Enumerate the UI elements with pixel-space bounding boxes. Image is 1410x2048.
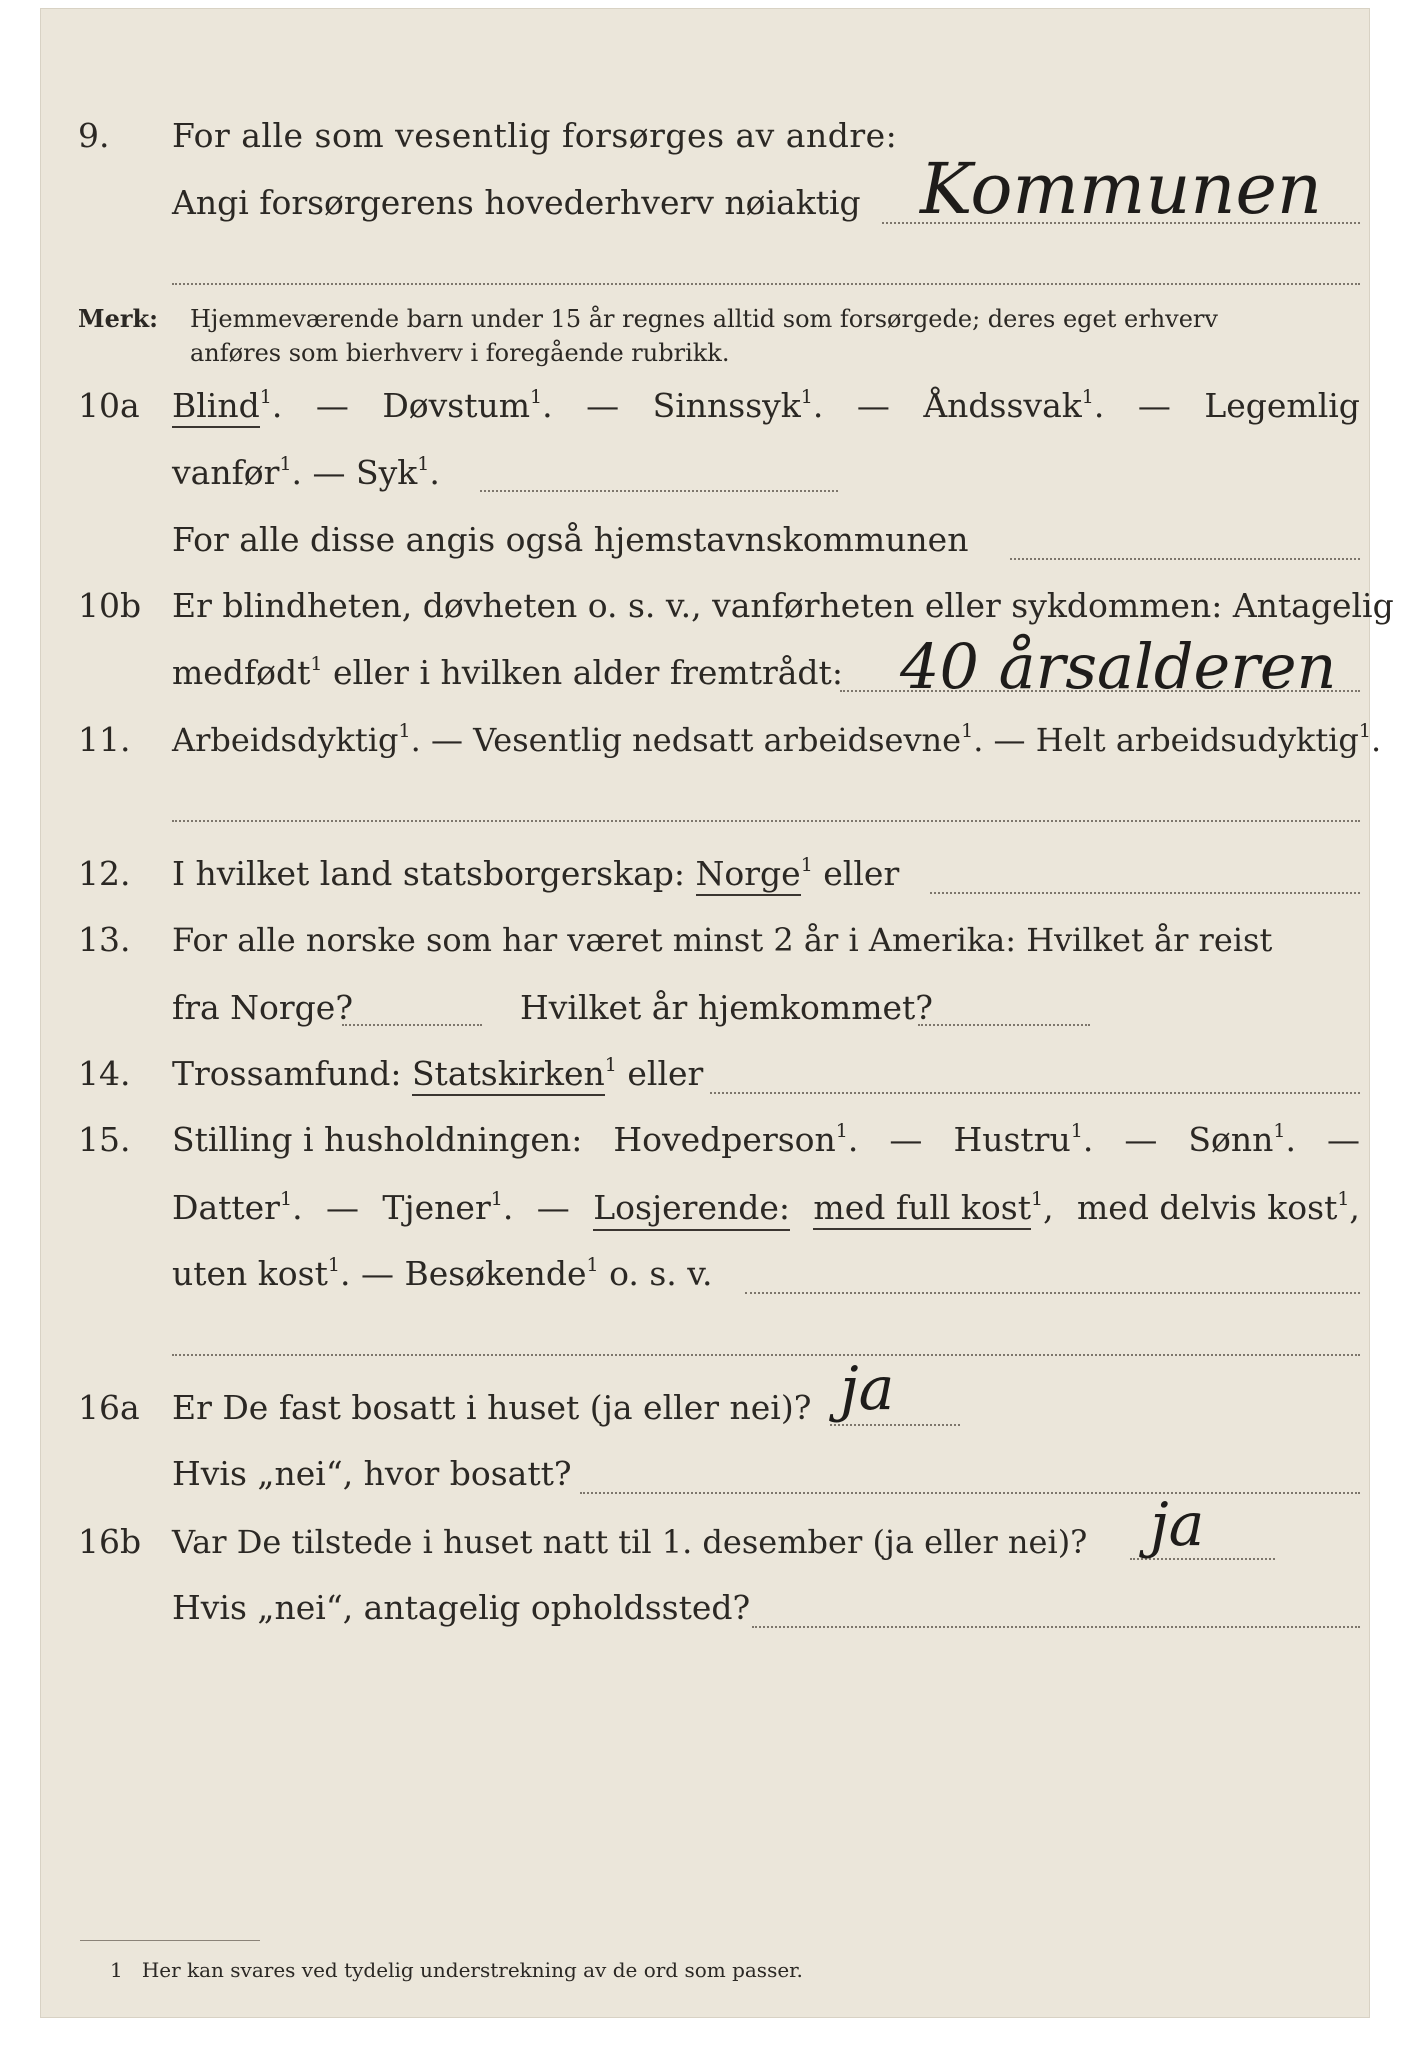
q16a-line1: Er De fast bosatt i huset (ja eller nei)? — [172, 1388, 812, 1427]
q12-norge: Norge$^1$ — [696, 854, 813, 893]
q10a-line1 — [172, 386, 1360, 426]
q15-stilling: Stilling i husholdningen: — [172, 1120, 583, 1159]
q16b-number: 16b — [78, 1522, 142, 1561]
q10b-line2: medfødt$^1$ eller i hvilken alder fremtrådt: — [172, 653, 843, 692]
q15-line2 — [172, 1188, 1360, 1231]
footnote-rule — [80, 1940, 260, 1941]
q11-option-c: Helt arbeidsudyktig — [1035, 721, 1359, 759]
q15-losjerende: Losjerende: — [593, 1188, 790, 1231]
q15-hovedperson: Hovedperson$^1$. — [613, 1120, 859, 1159]
q10a-dash: — — [586, 386, 620, 425]
q10b-number: 10b — [78, 586, 142, 625]
q9-number: 9. — [78, 116, 110, 155]
q11-number: 11. — [78, 720, 131, 759]
q16b-line2: Hvis „nei“, antagelig opholdssted? — [172, 1588, 751, 1627]
q10a-andssvak: Åndssvak$^1$. — [923, 386, 1105, 425]
q14-line — [172, 1054, 703, 1094]
q15-tjener: Tjener$^1$. — [382, 1188, 514, 1227]
q10a-dash: — — [1137, 386, 1171, 425]
q10a-syk-line — [480, 490, 838, 492]
q16a-handwritten-answer: ja — [840, 1354, 895, 1424]
q10a-vanfor: vanfør — [172, 453, 280, 492]
q13-line2b: Hvilket år hjemkommet? — [520, 988, 933, 1027]
q10b-handwritten-answer: 40 årsalderen — [900, 630, 1337, 703]
q16a-bosatt-line — [580, 1492, 1360, 1494]
q15-line1 — [172, 1120, 1360, 1160]
census-form-page — [40, 8, 1394, 2018]
q15-dash: — — [325, 1188, 359, 1227]
q9-handwritten-answer: Kommunen — [920, 148, 1322, 230]
merk-label: Merk: — [78, 304, 158, 333]
q16b-line1: Var De tilstede i huset natt til 1. desember (ja eller nei)? — [172, 1523, 1088, 1561]
footnote-text: Her kan svares ved tydelig understrekning av de ord som passer. — [141, 1958, 803, 1982]
merk-line1: Hjemmeværende barn under 15 år regnes alltid som forsørgede; deres eget erhverv — [190, 305, 1218, 333]
q12-text: I hvilket land statsborgerskap: — [172, 854, 686, 893]
q10b-line1: Er blindheten, døvheten o. s. v., vanførheten eller sykdommen: Antagelig — [172, 586, 1394, 625]
footnote-mark: 1 — [110, 1958, 123, 1982]
q16a-number: 16a — [78, 1388, 140, 1427]
q16a-line2: Hvis „nei“, hvor bosatt? — [172, 1454, 572, 1493]
q15-besokende: Besøkende — [404, 1254, 587, 1293]
q15-dash: — — [1124, 1120, 1158, 1159]
q15-line3: uten kost$^1$. — Besøkende$^1$ o. s. v. — [172, 1254, 713, 1293]
q16b-opholdssted-line — [752, 1626, 1360, 1628]
q9-line1: For alle som vesentlig forsørges av andre: — [172, 116, 898, 155]
q13-number: 13. — [78, 920, 131, 959]
q14-statskirken: Statskirken$^1$ — [412, 1054, 617, 1093]
q14-eller: eller — [627, 1054, 704, 1093]
q11-extra-line — [172, 820, 1360, 822]
q13-line2a: fra Norge? — [172, 988, 354, 1027]
q15-datter: Datter$^1$. — [172, 1188, 303, 1227]
footnote — [110, 1958, 803, 1982]
q15-extra-line — [172, 1354, 1360, 1356]
q16a-answer-line — [830, 1424, 960, 1426]
q12-answer-line — [930, 892, 1360, 894]
q10a-legemlig: Legemlig — [1204, 386, 1360, 425]
q10a-dash: — — [856, 386, 890, 425]
q10b-medfodt: medfødt — [172, 653, 311, 692]
q11-option-a: Arbeidsdyktig — [172, 721, 399, 759]
q11-option-b: Vesentlig nedsatt arbeidsevne — [473, 721, 962, 759]
q15-dash: — — [536, 1188, 570, 1227]
q10a-sinnssyk: Sinnssyk$^1$. — [652, 386, 824, 425]
q10a-hjemstavn-line — [1010, 558, 1360, 560]
q12-number: 12. — [78, 854, 131, 893]
q11-line: Arbeidsdyktig$^1$. — Vesentlig nedsatt arbeidsevne$^1$. — Helt arbeidsudyktig$^1$. — [172, 720, 1382, 759]
q15-hustru: Hustru$^1$. — [953, 1120, 1094, 1159]
q10a-line2: vanfør$^1$. — Syk$^1$. — [172, 453, 440, 492]
q10a-syk: Syk — [356, 453, 418, 492]
q14-answer-line — [710, 1092, 1360, 1094]
q9-extra-line — [172, 283, 1360, 285]
q15-sonn: Sønn$^1$. — [1188, 1120, 1296, 1159]
merk-line2: anføres som bierhverv i foregående rubrikk. — [190, 339, 730, 367]
q15-dash: — — [889, 1120, 923, 1159]
q16b-handwritten-answer: ja — [1150, 1490, 1205, 1560]
q14-text: Trossamfund: — [172, 1054, 402, 1093]
q15-med-full-kost: med full kost$^1$, — [813, 1188, 1053, 1231]
q10a-dovstum: Døvstum$^1$. — [382, 386, 553, 425]
q13-reist-line — [342, 1024, 482, 1026]
q10b-rest: eller i hvilken alder fremtrådt: — [333, 653, 843, 692]
q15-dash: — — [1326, 1120, 1360, 1159]
q13-line1: For alle norske som har været minst 2 år i Amerika: Hvilket år reist — [172, 921, 1273, 959]
q14-number: 14. — [78, 1054, 131, 1093]
q10a-dash: — — [315, 386, 349, 425]
q15-osv: o. s. v. — [609, 1254, 713, 1293]
q10a-number: 10a — [78, 386, 140, 425]
q10a-line3: For alle disse angis også hjemstavnskommunen — [172, 520, 969, 559]
q15-uten-kost: uten kost — [172, 1254, 328, 1293]
q12-line — [172, 854, 899, 894]
q15-med-delvis-kost: med delvis kost$^1$, — [1077, 1188, 1360, 1227]
q10a-blind: Blind$^1$. — [172, 386, 282, 426]
q9-line2: Angi forsørgerens hovederhverv nøiaktig — [172, 183, 861, 222]
q13-hjemkommet-line — [918, 1024, 1090, 1026]
q15-number: 15. — [78, 1120, 131, 1159]
q15-answer-line — [745, 1292, 1360, 1294]
q12-eller: eller — [823, 854, 900, 893]
